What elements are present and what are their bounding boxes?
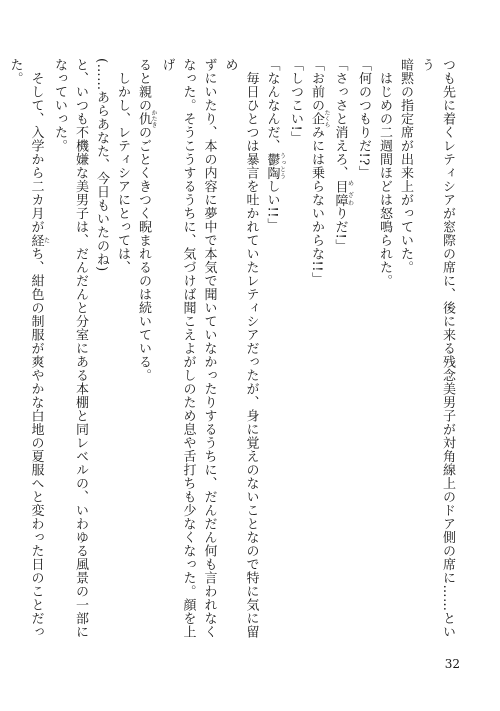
text-segment: 暗黙の指定席が出来上がっていた。	[398, 58, 413, 274]
ruby-base: 経	[28, 233, 44, 247]
text-segment: そして、入学から二カ月が	[28, 58, 44, 234]
text-segment: 毎日ひとつは暴言を吐かれていたレティシアだったが、身に覚えのないことなので特に気に留め	[222, 58, 259, 639]
text-segment: つも先に着くレティシアが窓際の席に、後に来る残念美男子が対角線上のドア側の席に……という	[419, 58, 455, 639]
text-segment: しい!!」	[264, 179, 280, 232]
text-segment: ると親の	[136, 58, 151, 112]
text-line	[112, 58, 133, 643]
text-segment: なった。そうこうするうちに、気づけば聞こえよがしのため息や舌打ちも少なくなった。顔を上げ	[159, 58, 196, 639]
text-line	[374, 58, 395, 643]
text-line	[49, 58, 70, 643]
text-line	[5, 58, 50, 643]
text-segment: 「しつこい!」	[288, 58, 303, 145]
text-line	[199, 58, 220, 643]
page-number: 32	[444, 657, 460, 671]
ruby-annotation	[28, 233, 50, 248]
text-line	[395, 58, 416, 643]
text-segment: (……あらあなた、今日もいたのね)	[94, 58, 109, 272]
text-line	[70, 58, 91, 643]
ruby-base: 仇	[136, 109, 151, 128]
text-line	[91, 58, 112, 643]
text-segment: ずにいたり、本の内容に夢中で本気で聞いていなかったりするうちに、だんだん何も言われなく	[201, 58, 217, 639]
text-segment: りだ!」	[332, 206, 348, 253]
ruby-reading: うっとう	[278, 152, 286, 180]
ruby-reading: かたき	[150, 109, 157, 128]
ruby-annotation	[309, 109, 330, 128]
ruby-annotation	[136, 109, 157, 128]
ruby-reading: た	[42, 233, 50, 247]
text-line	[133, 58, 157, 643]
text-line	[262, 58, 286, 643]
ruby-annotation	[264, 152, 286, 180]
text-line	[353, 58, 374, 643]
text-line	[306, 58, 330, 643]
text-segment: なっていった。	[52, 58, 67, 153]
text-line	[157, 58, 199, 643]
text-line	[330, 58, 354, 643]
text-segment: 「さっさと消えろ、	[332, 58, 348, 180]
ruby-annotation	[332, 179, 354, 207]
text-segment: と、いつも不機嫌な美男子は、だんだんと分室にある本棚と同レベルの、いわゆる風景の一部に	[73, 58, 88, 639]
text-segment: はじめの二週間ほどは怒鳴られた。	[377, 58, 392, 288]
ruby-base: 企	[309, 109, 324, 128]
text-segment: みには乗らないからな!!」	[309, 125, 324, 286]
text-segment: ち、紺色の制服が爽やかな白地の夏服へと変わった日のことだった。	[7, 58, 44, 639]
ruby-reading: め ざわ	[346, 179, 354, 207]
text-segment: 「何のつもりだ!?」	[356, 58, 371, 180]
ruby-base: 鬱陶	[264, 152, 280, 180]
text-segment: しかし、レティシアにとっては、	[115, 58, 130, 274]
text-segment: のごとくきつく睨まれるのは続いている。	[136, 125, 151, 382]
ruby-base: 目障	[332, 179, 348, 207]
text-line	[285, 58, 306, 643]
text-segment: 「お前の	[309, 58, 324, 112]
text-line	[220, 58, 262, 643]
body-text	[5, 58, 459, 643]
text-segment: 「なんなんだ、	[264, 58, 280, 153]
ruby-reading: たくら	[323, 109, 330, 128]
text-line	[416, 58, 458, 643]
